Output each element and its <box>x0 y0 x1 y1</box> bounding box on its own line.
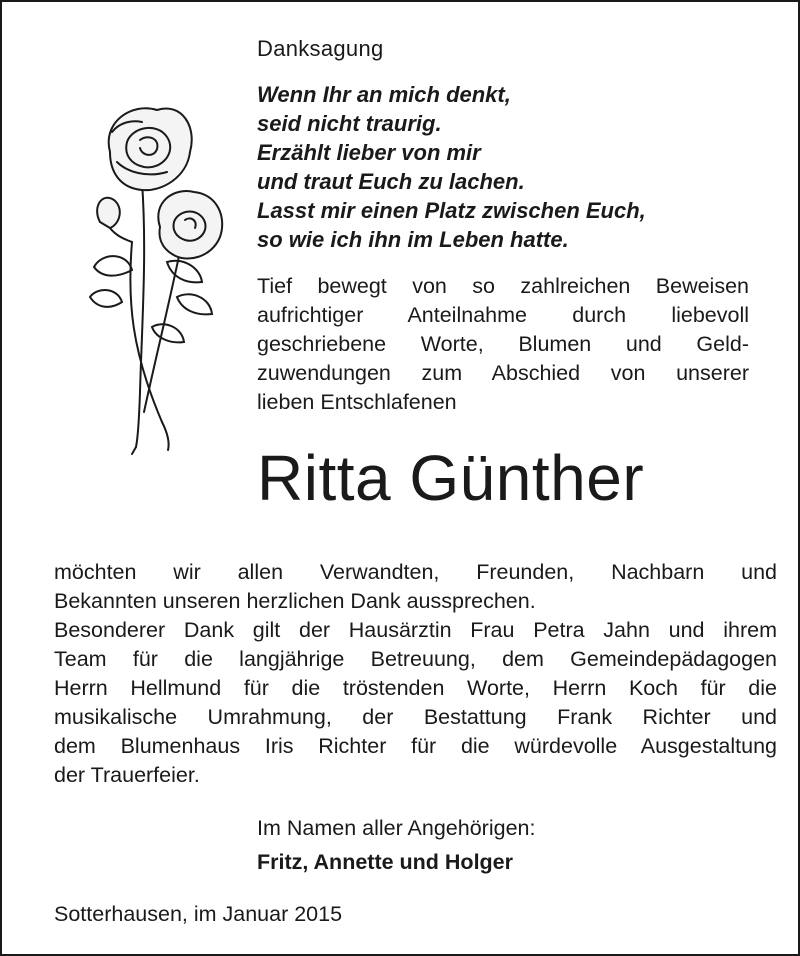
body-line: musikalische Umrahmung, der Bestattung Frank Richter und <box>54 705 777 729</box>
intro-line: zuwendungen zum Abschied von unserer <box>257 361 749 385</box>
body-line: möchten wir allen Verwandten, Freunden, Nachbarn und <box>54 560 777 584</box>
signers: Fritz, Annette und Holger <box>257 850 513 874</box>
intro-paragraph <box>257 272 749 417</box>
heading: Danksagung <box>257 36 384 61</box>
intro-line: geschriebene Worte, Blumen und Geld- <box>257 332 749 356</box>
poem <box>257 80 646 254</box>
poem-line: und traut Euch zu lachen. <box>257 169 525 194</box>
poem-line: seid nicht traurig. <box>257 111 442 136</box>
body-line: Besonderer Dank gilt der Hausärztin Frau Petra Jahn und ihrem <box>54 618 777 642</box>
body-line: der Trauerfeier. <box>54 763 200 787</box>
poem-line: Wenn Ihr an mich denkt, <box>257 82 511 107</box>
poem-line: Lasst mir einen Platz zwischen Euch, <box>257 198 646 223</box>
poem-line: Erzählt lieber von mir <box>257 140 481 165</box>
poem-line: so wie ich ihn im Leben hatte. <box>257 227 569 252</box>
intro-line: lieben Entschlafenen <box>257 390 457 414</box>
body-line: Herrn Hellmund für die tröstenden Worte, Herrn Koch für die <box>54 676 777 700</box>
place-date: Sotterhausen, im Januar 2015 <box>54 902 343 926</box>
intro-line: aufrichtiger Anteilnahme durch liebevoll <box>257 303 749 327</box>
thanks-paragraph <box>54 558 777 790</box>
closing-line: Im Namen aller Angehörigen: <box>257 816 536 840</box>
body-line: Bekannten unseren herzlichen Dank aussprechen. <box>54 589 536 613</box>
intro-line: Tief bewegt von so zahlreichen Beweisen <box>257 274 749 298</box>
body-line: dem Blumenhaus Iris Richter für die würdevolle Ausgestaltung <box>54 734 777 758</box>
deceased-name: Ritta Günther <box>257 442 645 514</box>
body-line: Team für die langjährige Betreuung, dem Gemeindepädagogen <box>54 647 777 671</box>
rose-illustration <box>72 92 242 462</box>
